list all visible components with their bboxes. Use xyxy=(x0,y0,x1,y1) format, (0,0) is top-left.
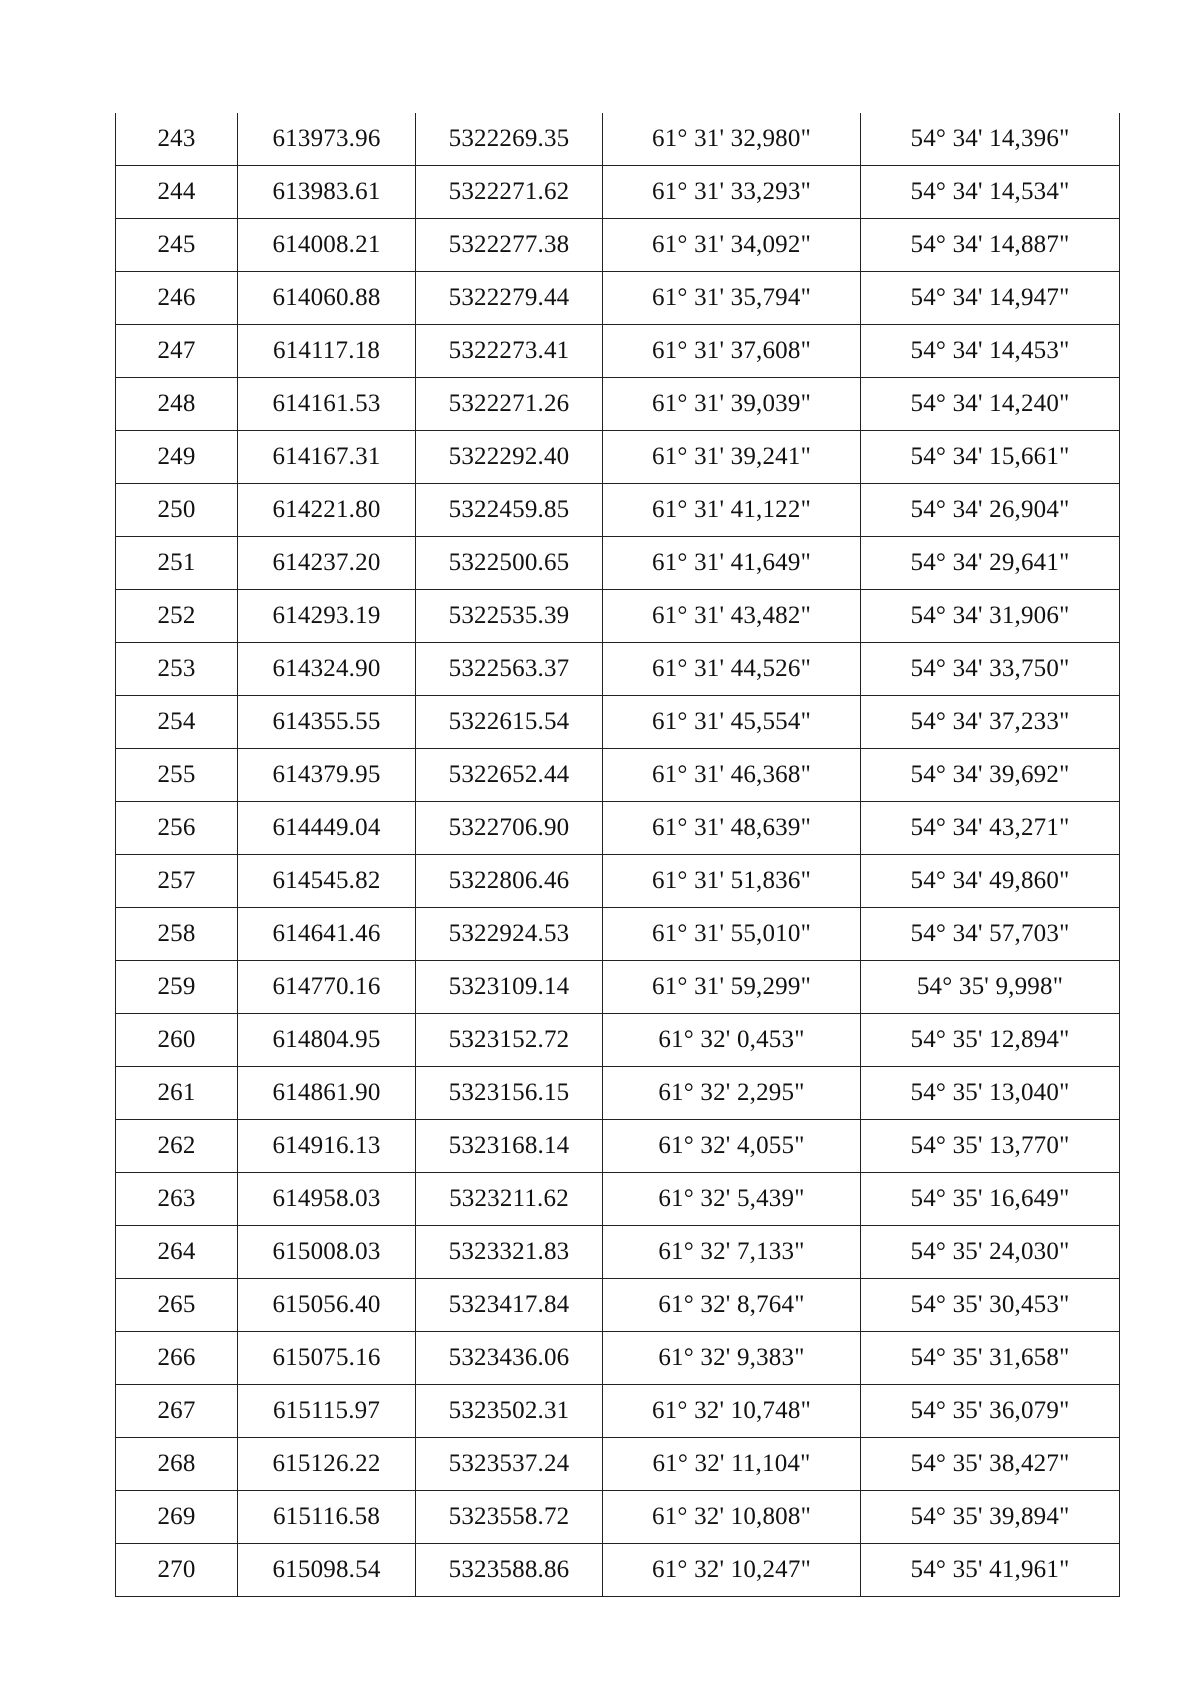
x-coordinate-cell: 614449.04 xyxy=(238,802,416,855)
point-number-cell: 249 xyxy=(116,431,238,484)
table-row xyxy=(116,1120,1120,1173)
point-number-cell: 259 xyxy=(116,961,238,1014)
y-coordinate-cell: 5322615.54 xyxy=(416,696,603,749)
y-coordinate-cell: 5323156.15 xyxy=(416,1067,603,1120)
latitude-cell: 54° 34' 39,692" xyxy=(861,749,1120,802)
latitude-cell: 54° 34' 14,534" xyxy=(861,166,1120,219)
table-row xyxy=(116,1226,1120,1279)
latitude-cell: 54° 35' 38,427" xyxy=(861,1438,1120,1491)
table-row xyxy=(116,1279,1120,1332)
latitude-cell: 54° 35' 39,894" xyxy=(861,1491,1120,1544)
y-coordinate-cell: 5322279.44 xyxy=(416,272,603,325)
latitude-cell: 54° 34' 37,233" xyxy=(861,696,1120,749)
table-row xyxy=(116,325,1120,378)
y-coordinate-cell: 5323321.83 xyxy=(416,1226,603,1279)
latitude-cell: 54° 35' 13,040" xyxy=(861,1067,1120,1120)
latitude-cell: 54° 35' 31,658" xyxy=(861,1332,1120,1385)
y-coordinate-cell: 5323417.84 xyxy=(416,1279,603,1332)
longitude-cell: 61° 31' 44,526" xyxy=(603,643,861,696)
table-row xyxy=(116,696,1120,749)
point-number-cell: 258 xyxy=(116,908,238,961)
longitude-cell: 61° 32' 8,764" xyxy=(603,1279,861,1332)
longitude-cell: 61° 31' 41,122" xyxy=(603,484,861,537)
table-row xyxy=(116,1385,1120,1438)
y-coordinate-cell: 5322277.38 xyxy=(416,219,603,272)
point-number-cell: 253 xyxy=(116,643,238,696)
longitude-cell: 61° 31' 34,092" xyxy=(603,219,861,272)
longitude-cell: 61° 32' 10,748" xyxy=(603,1385,861,1438)
latitude-cell: 54° 35' 30,453" xyxy=(861,1279,1120,1332)
x-coordinate-cell: 615126.22 xyxy=(238,1438,416,1491)
table-row xyxy=(116,166,1120,219)
longitude-cell: 61° 32' 10,247" xyxy=(603,1544,861,1597)
latitude-cell: 54° 34' 29,641" xyxy=(861,537,1120,590)
x-coordinate-cell: 615098.54 xyxy=(238,1544,416,1597)
point-number-cell: 265 xyxy=(116,1279,238,1332)
x-coordinate-cell: 614770.16 xyxy=(238,961,416,1014)
longitude-cell: 61° 32' 9,383" xyxy=(603,1332,861,1385)
table-row xyxy=(116,219,1120,272)
point-number-cell: 251 xyxy=(116,537,238,590)
point-number-cell: 263 xyxy=(116,1173,238,1226)
latitude-cell: 54° 35' 41,961" xyxy=(861,1544,1120,1597)
longitude-cell: 61° 31' 41,649" xyxy=(603,537,861,590)
table-row xyxy=(116,113,1120,166)
table-row xyxy=(116,431,1120,484)
latitude-cell: 54° 34' 14,453" xyxy=(861,325,1120,378)
latitude-cell: 54° 34' 15,661" xyxy=(861,431,1120,484)
table-row xyxy=(116,1173,1120,1226)
x-coordinate-cell: 614355.55 xyxy=(238,696,416,749)
y-coordinate-cell: 5322652.44 xyxy=(416,749,603,802)
x-coordinate-cell: 615056.40 xyxy=(238,1279,416,1332)
x-coordinate-cell: 614221.80 xyxy=(238,484,416,537)
point-number-cell: 247 xyxy=(116,325,238,378)
latitude-cell: 54° 35' 36,079" xyxy=(861,1385,1120,1438)
y-coordinate-cell: 5322459.85 xyxy=(416,484,603,537)
coordinates-table xyxy=(115,113,1120,1597)
point-number-cell: 257 xyxy=(116,855,238,908)
y-coordinate-cell: 5322273.41 xyxy=(416,325,603,378)
latitude-cell: 54° 34' 31,906" xyxy=(861,590,1120,643)
y-coordinate-cell: 5322271.26 xyxy=(416,378,603,431)
table-row xyxy=(116,1544,1120,1597)
point-number-cell: 246 xyxy=(116,272,238,325)
y-coordinate-cell: 5323588.86 xyxy=(416,1544,603,1597)
latitude-cell: 54° 34' 57,703" xyxy=(861,908,1120,961)
x-coordinate-cell: 613983.61 xyxy=(238,166,416,219)
x-coordinate-cell: 614379.95 xyxy=(238,749,416,802)
table-row xyxy=(116,643,1120,696)
y-coordinate-cell: 5323211.62 xyxy=(416,1173,603,1226)
point-number-cell: 266 xyxy=(116,1332,238,1385)
table-row xyxy=(116,272,1120,325)
x-coordinate-cell: 614293.19 xyxy=(238,590,416,643)
longitude-cell: 61° 32' 4,055" xyxy=(603,1120,861,1173)
longitude-cell: 61° 32' 5,439" xyxy=(603,1173,861,1226)
x-coordinate-cell: 615075.16 xyxy=(238,1332,416,1385)
longitude-cell: 61° 31' 59,299" xyxy=(603,961,861,1014)
latitude-cell: 54° 34' 14,947" xyxy=(861,272,1120,325)
point-number-cell: 268 xyxy=(116,1438,238,1491)
longitude-cell: 61° 32' 2,295" xyxy=(603,1067,861,1120)
y-coordinate-cell: 5323502.31 xyxy=(416,1385,603,1438)
latitude-cell: 54° 34' 14,396" xyxy=(861,113,1120,166)
longitude-cell: 61° 32' 11,104" xyxy=(603,1438,861,1491)
y-coordinate-cell: 5322292.40 xyxy=(416,431,603,484)
longitude-cell: 61° 31' 45,554" xyxy=(603,696,861,749)
latitude-cell: 54° 34' 33,750" xyxy=(861,643,1120,696)
y-coordinate-cell: 5323537.24 xyxy=(416,1438,603,1491)
point-number-cell: 255 xyxy=(116,749,238,802)
latitude-cell: 54° 34' 43,271" xyxy=(861,802,1120,855)
point-number-cell: 256 xyxy=(116,802,238,855)
table-row xyxy=(116,1438,1120,1491)
latitude-cell: 54° 35' 16,649" xyxy=(861,1173,1120,1226)
longitude-cell: 61° 31' 39,241" xyxy=(603,431,861,484)
table-row xyxy=(116,484,1120,537)
x-coordinate-cell: 614060.88 xyxy=(238,272,416,325)
longitude-cell: 61° 31' 48,639" xyxy=(603,802,861,855)
y-coordinate-cell: 5322271.62 xyxy=(416,166,603,219)
x-coordinate-cell: 614117.18 xyxy=(238,325,416,378)
y-coordinate-cell: 5322269.35 xyxy=(416,113,603,166)
y-coordinate-cell: 5322806.46 xyxy=(416,855,603,908)
latitude-cell: 54° 35' 12,894" xyxy=(861,1014,1120,1067)
table-row xyxy=(116,1332,1120,1385)
point-number-cell: 243 xyxy=(116,113,238,166)
point-number-cell: 244 xyxy=(116,166,238,219)
x-coordinate-cell: 614916.13 xyxy=(238,1120,416,1173)
latitude-cell: 54° 34' 49,860" xyxy=(861,855,1120,908)
y-coordinate-cell: 5322500.65 xyxy=(416,537,603,590)
x-coordinate-cell: 614324.90 xyxy=(238,643,416,696)
x-coordinate-cell: 613973.96 xyxy=(238,113,416,166)
x-coordinate-cell: 614161.53 xyxy=(238,378,416,431)
x-coordinate-cell: 614861.90 xyxy=(238,1067,416,1120)
point-number-cell: 269 xyxy=(116,1491,238,1544)
point-number-cell: 270 xyxy=(116,1544,238,1597)
x-coordinate-cell: 614167.31 xyxy=(238,431,416,484)
x-coordinate-cell: 614008.21 xyxy=(238,219,416,272)
point-number-cell: 252 xyxy=(116,590,238,643)
table-row xyxy=(116,961,1120,1014)
longitude-cell: 61° 31' 37,608" xyxy=(603,325,861,378)
point-number-cell: 260 xyxy=(116,1014,238,1067)
x-coordinate-cell: 614958.03 xyxy=(238,1173,416,1226)
x-coordinate-cell: 615008.03 xyxy=(238,1226,416,1279)
table-row xyxy=(116,802,1120,855)
table-row xyxy=(116,537,1120,590)
latitude-cell: 54° 35' 24,030" xyxy=(861,1226,1120,1279)
longitude-cell: 61° 31' 51,836" xyxy=(603,855,861,908)
y-coordinate-cell: 5323168.14 xyxy=(416,1120,603,1173)
table-row xyxy=(116,749,1120,802)
table-row xyxy=(116,908,1120,961)
table-row xyxy=(116,1491,1120,1544)
longitude-cell: 61° 31' 55,010" xyxy=(603,908,861,961)
longitude-cell: 61° 31' 43,482" xyxy=(603,590,861,643)
longitude-cell: 61° 32' 0,453" xyxy=(603,1014,861,1067)
y-coordinate-cell: 5323109.14 xyxy=(416,961,603,1014)
point-number-cell: 264 xyxy=(116,1226,238,1279)
table-row xyxy=(116,1067,1120,1120)
latitude-cell: 54° 34' 14,240" xyxy=(861,378,1120,431)
point-number-cell: 245 xyxy=(116,219,238,272)
longitude-cell: 61° 32' 10,808" xyxy=(603,1491,861,1544)
point-number-cell: 250 xyxy=(116,484,238,537)
longitude-cell: 61° 32' 7,133" xyxy=(603,1226,861,1279)
y-coordinate-cell: 5323558.72 xyxy=(416,1491,603,1544)
y-coordinate-cell: 5323152.72 xyxy=(416,1014,603,1067)
y-coordinate-cell: 5322563.37 xyxy=(416,643,603,696)
y-coordinate-cell: 5322535.39 xyxy=(416,590,603,643)
point-number-cell: 261 xyxy=(116,1067,238,1120)
longitude-cell: 61° 31' 39,039" xyxy=(603,378,861,431)
table-row xyxy=(116,855,1120,908)
y-coordinate-cell: 5322924.53 xyxy=(416,908,603,961)
longitude-cell: 61° 31' 33,293" xyxy=(603,166,861,219)
x-coordinate-cell: 615116.58 xyxy=(238,1491,416,1544)
y-coordinate-cell: 5323436.06 xyxy=(416,1332,603,1385)
x-coordinate-cell: 614804.95 xyxy=(238,1014,416,1067)
y-coordinate-cell: 5322706.90 xyxy=(416,802,603,855)
point-number-cell: 262 xyxy=(116,1120,238,1173)
latitude-cell: 54° 35' 13,770" xyxy=(861,1120,1120,1173)
latitude-cell: 54° 34' 26,904" xyxy=(861,484,1120,537)
x-coordinate-cell: 614237.20 xyxy=(238,537,416,590)
longitude-cell: 61° 31' 35,794" xyxy=(603,272,861,325)
x-coordinate-cell: 614641.46 xyxy=(238,908,416,961)
table-row xyxy=(116,378,1120,431)
point-number-cell: 267 xyxy=(116,1385,238,1438)
latitude-cell: 54° 35' 9,998" xyxy=(861,961,1120,1014)
x-coordinate-cell: 615115.97 xyxy=(238,1385,416,1438)
table-row xyxy=(116,590,1120,643)
point-number-cell: 254 xyxy=(116,696,238,749)
longitude-cell: 61° 31' 32,980" xyxy=(603,113,861,166)
longitude-cell: 61° 31' 46,368" xyxy=(603,749,861,802)
latitude-cell: 54° 34' 14,887" xyxy=(861,219,1120,272)
coordinates-table-body xyxy=(116,113,1120,1597)
x-coordinate-cell: 614545.82 xyxy=(238,855,416,908)
point-number-cell: 248 xyxy=(116,378,238,431)
table-row xyxy=(116,1014,1120,1067)
